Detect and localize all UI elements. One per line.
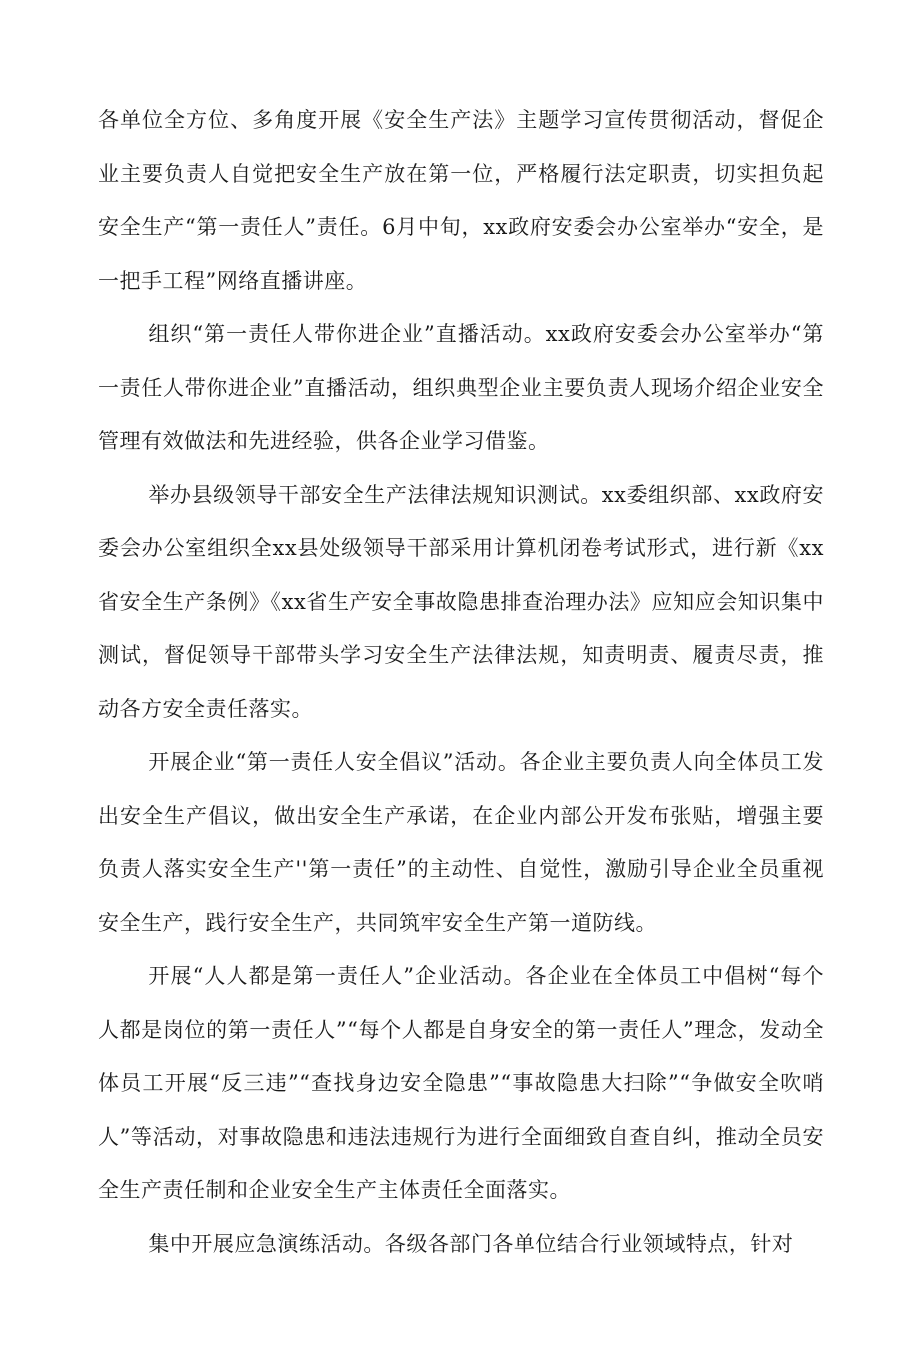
paragraph-1: 各单位全方位、多角度开展《安全生产法》主题学习宣传贯彻活动，督促企业主要负责人自觉把安全生产放在第一位，严格履行法定职责，切实担负起安全生产“第一责任人”责任。6月中旬，xx政府安委会办公室举办“安全，是一把手工程”网络直播讲座。: [98, 108, 824, 293]
document-body: [98, 94, 824, 1271]
paragraph-5: 开展“人人都是第一责任人”企业活动。各企业在全体员工中倡树“每个人都是岗位的第一责任人”“每个人都是自身安全的第一责任人”理念，发动全体员工开展“反三违”“查找身边安全隐患”“事故隐患大扫除”“争做安全吹哨人”等活动，对事故隐患和违法违规行为进行全面细致自查自纠，推动全员安全生产责任制和企业安全生产主体责任全面落实。: [98, 964, 824, 1202]
paragraph-4: 开展企业“第一责任人安全倡议”活动。各企业主要负责人向全体员工发出安全生产倡议，做出安全生产承诺，在企业内部公开发布张贴，增强主要负责人落实安全生产''第一责任”的主动性、自觉性，激励引导企业全员重视安全生产，践行安全生产，共同筑牢安全生产第一道防线。: [98, 750, 824, 935]
paragraph-6: 集中开展应急演练活动。各级各部门各单位结合行业领域特点，针对: [148, 1231, 794, 1256]
paragraph-2: 组织“第一责任人带你进企业”直播活动。xx政府安委会办公室举办“第一责任人带你进企业”直播活动，组织典型企业主要负责人现场介绍企业安全管理有效做法和先进经验，供各企业学习借鉴。: [98, 322, 824, 453]
paragraph-3: 举办县级领导干部安全生产法律法规知识测试。xx委组织部、xx政府安委会办公室组织全xx县处级领导干部采用计算机闭卷考试形式，进行新《xx省安全生产条例》《xx省生产安全事故隐患排查治理办法》应知应会知识集中测试，督促领导干部带头学习安全生产法律法规，知责明责、履责尽责，推动各方安全责任落实。: [98, 482, 824, 721]
